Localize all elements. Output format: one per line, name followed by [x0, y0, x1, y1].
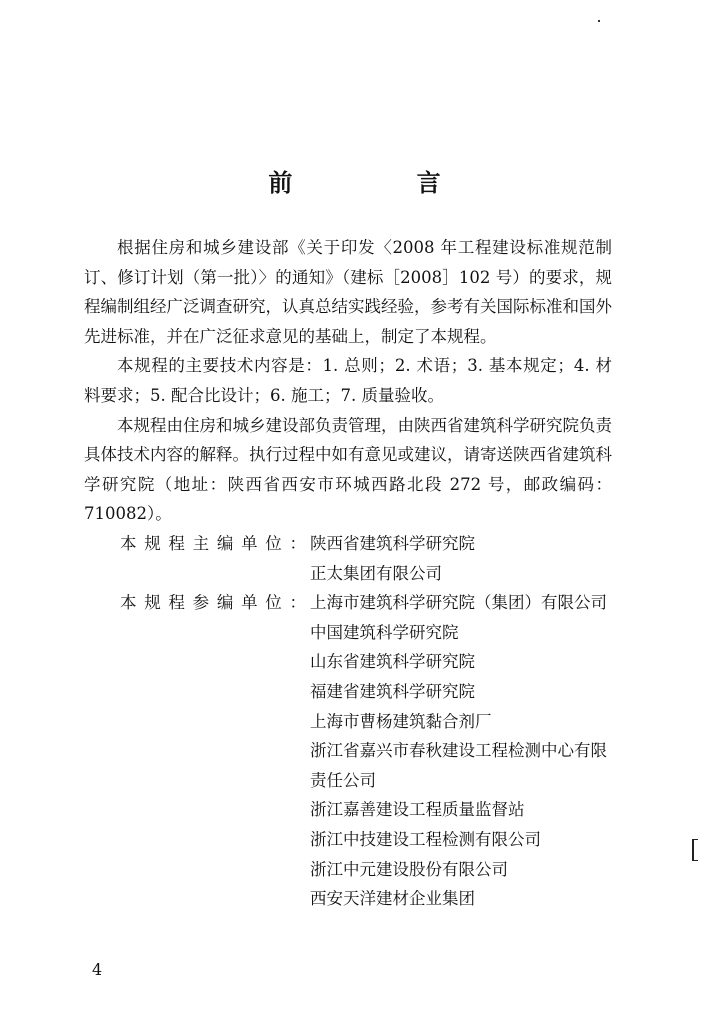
- participating-unit-name: 中国建筑科学研究院: [310, 622, 459, 642]
- chief-unit-name: 陕西省建筑科学研究院: [310, 534, 475, 553]
- chief-units-label: 本规程主编单位：: [120, 534, 306, 553]
- participating-unit-name: 西安天洋建材企业集团: [310, 889, 475, 909]
- paragraph-3: 本规程由住房和城乡建设部负责管理，由陕西省建筑科学研究院负责具体技术内容的解释。执行过程中如有意见或建议，请寄送陕西省建筑科学研究院（地址：陕西省西安市环城西路北段 272 号，邮政编码：710082）。: [84, 415, 612, 524]
- participating-unit-name: 山东省建筑科学研究院: [310, 652, 475, 672]
- paragraph-2: 本规程的主要技术内容是：1. 总则；2. 术语；3. 基本规定；4. 材料要求；5. 配合比设计；6. 施工；7. 质量验收。: [84, 356, 612, 405]
- page-title: 前 言: [268, 168, 499, 197]
- participating-units-label: 本规程参编单位：: [120, 593, 306, 613]
- participating-unit-name: 浙江嘉善建设工程质量监督站: [310, 800, 525, 820]
- chief-units-list: [310, 529, 620, 588]
- scan-speck: [598, 20, 600, 22]
- preface-body: [84, 233, 612, 529]
- chief-units-row: [120, 529, 620, 588]
- units-section: [120, 529, 620, 914]
- page-number: 4: [92, 960, 103, 979]
- participating-unit-name: 浙江中技建设工程检测有限公司: [310, 829, 541, 849]
- scan-bracket-mark: [692, 839, 698, 861]
- participating-unit-name: 福建省建筑科学研究院: [310, 681, 475, 701]
- participating-unit-name: 上海市曹杨建筑黏合剂厂: [310, 711, 492, 731]
- participating-units-list: [310, 588, 620, 914]
- participating-units-row: [120, 588, 620, 914]
- participating-unit-name: 浙江省嘉兴市春秋建设工程检测中心有限责任公司: [310, 741, 607, 790]
- chief-unit-name: 正太集团有限公司: [310, 563, 442, 583]
- paragraph-1: 根据住房和城乡建设部《关于印发〈2008 年工程建设标准规范制订、修订计划（第一批）〉的通知》（建标［2008］102 号）的要求，规程编制组经广泛调查研究，认真总结实践经验，参考有关国际标准和国外先进标准，并在广泛征求意见的基础上，制定了本规程。: [84, 238, 612, 346]
- participating-unit-name: 上海市建筑科学研究院（集团）有限公司: [310, 593, 607, 613]
- participating-unit-name: 浙江中元建设股份有限公司: [310, 859, 508, 879]
